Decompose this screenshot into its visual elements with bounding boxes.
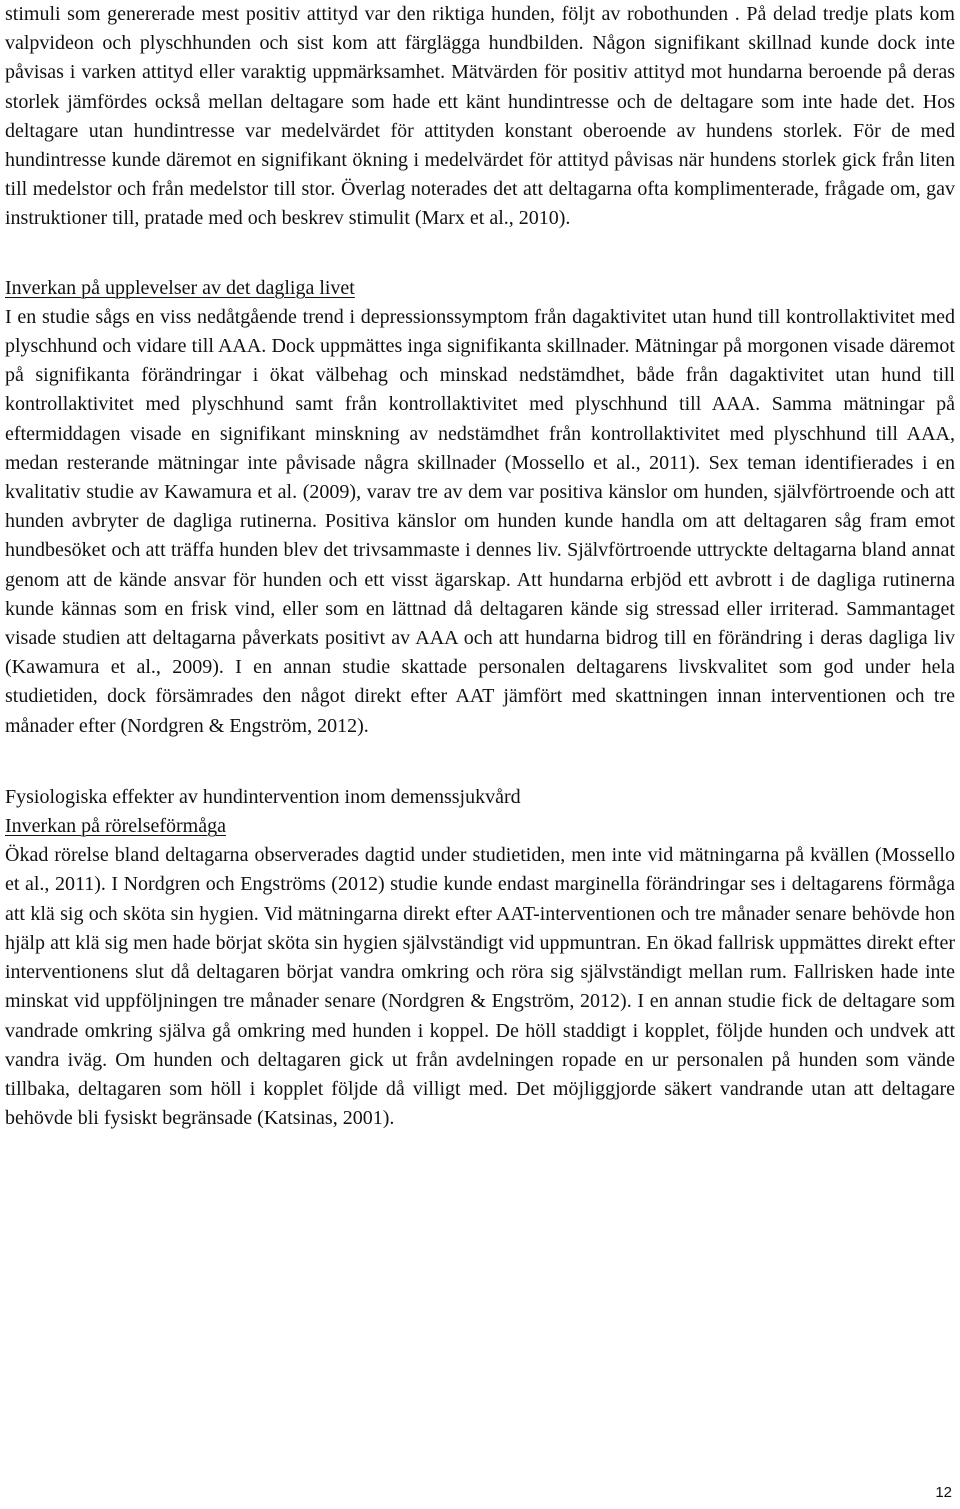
subheading-movement: Inverkan på rörelseförmåga xyxy=(5,815,226,838)
section-heading-physiological: Fysiologiska effekter av hundintervention inom demenssjukvård xyxy=(5,785,521,808)
section-spacer xyxy=(5,234,955,274)
section-spacer xyxy=(5,741,955,783)
intro-paragraph: stimuli som genererade mest positiv attityd var den riktiga hunden, följt av robothunden . På delad tredje plats kom valpvideon och plyschhunden och sist kom att färglägga hundbilden. Någon signifikant skillnad kunde dock inte påvisas i varken attityd eller varaktig uppmärksamhet. Mätvärden för positiv attityd mot hundarna beroende på deras storlek jämfördes också mellan deltagare som hade ett känt hundintresse och de deltagare som inte hade det. Hos deltagare utan hundintresse var medelvärdet för attityden konstant oberoende av hundens storlek. För de med hundintresse kunde däremot en signifikant ökning i medelvärdet för attityd påvisas när hundens storlek gick från liten till medelstor och från medelstor till stor. Överlag noterades det att deltagarna ofta komplimenterade, frågade om, gav instruktioner till, pratade med och beskrev stimulit (Marx et al., 2010). xyxy=(5,3,955,230)
page-number: 12 xyxy=(935,1484,952,1501)
movement-paragraph: Ökad rörelse bland deltagarna observerades dagtid under studietiden, men inte vid mätningarna på kvällen (Mossello et al., 2011). I Nordgren och Engströms (2012) studie kunde endast marginella förändringar ses i deltagarens förmåga att klä sig och sköta sin hygien. Vid mätningarna direkt efter AAT-interventionen och tre månader senare behövde hon hjälp att klä sig men hade börjat sköta sin hygien självständigt vid uppmuntran. En ökad fallrisk uppmättes direkt efter interventionens slut då deltagaren börjat vandra omkring och röra sig självständigt mellan rum. Fallrisken hade inte minskat vid uppföljningen tre månader senare (Nordgren & Engström, 2012). I en annan studie fick de deltagare som vandrade omkring själva gå omkring med hunden i koppel. De höll staddigt i kopplet, följde hunden och undvek att vandra iväg. Om hunden och deltagaren gick ut från avdelningen ropade en ur personalen på hunden som vände tillbaka, deltagaren som höll i kopplet följde då villigt med. Det möjliggjorde säkert vandrande utan att deltagare behövde bli fysiskt begränsade (Katsinas, 2001). xyxy=(5,844,955,1130)
document-page xyxy=(5,0,955,1133)
section-heading-daily-life: Inverkan på upplevelser av det dagliga livet xyxy=(5,276,355,299)
daily-life-paragraph: I en studie sågs en viss nedåtgående trend i depressionssymptom från dagaktivitet utan hund till kontrollaktivitet med plyschhund och vidare till AAA. Dock uppmättes inga signifikanta skillnader. Mätningar på morgonen visade däremot på signifikanta förändringar i ökat välbehag och minskad nedstämdhet, både från dagaktivitet utan hund till kontrollaktivitet med plyschhund samt från kontrollaktivitet med plyschhund till AAA. Samma mätningar på eftermiddagen visade en signifikant minskning av nedstämdhet från kontrollaktivitet med plyschhund till AAA, medan resterande mätningar inte påvisade några skillnader (Mossello et al., 2011). Sex teman identifierades i en kvalitativ studie av Kawamura et al. (2009), varav tre av dem var positiva känslor om hunden, självförtroende och att hunden avbryter de dagliga rutinerna. Positiva känslor om hunden kunde handla om att deltagaren såg fram emot hundbesöket och att träffa hunden blev det trivsammaste i dennes liv. Självförtroende uttryckte deltagarna bland annat genom att de kände ansvar för hunden och ett visst ägarskap. Att hundarna erbjöd ett avbrott i de dagliga rutinerna kunde kännas som en frisk vind, eller som en lättnad då deltagaren kände sig stressad eller irriterad. Sammantaget visade studien att deltagarna påverkats positivt av AAA och att hundarna bidrog till en förändring i deras dagliga liv (Kawamura et al., 2009). I en annan studie skattade personalen deltagarens livskvalitet som god under hela studietiden, dock försämrades den något direkt efter AAT jämfört med skattningen innan interventionen och tre månader efter (Nordgren & Engström, 2012). xyxy=(5,305,955,737)
